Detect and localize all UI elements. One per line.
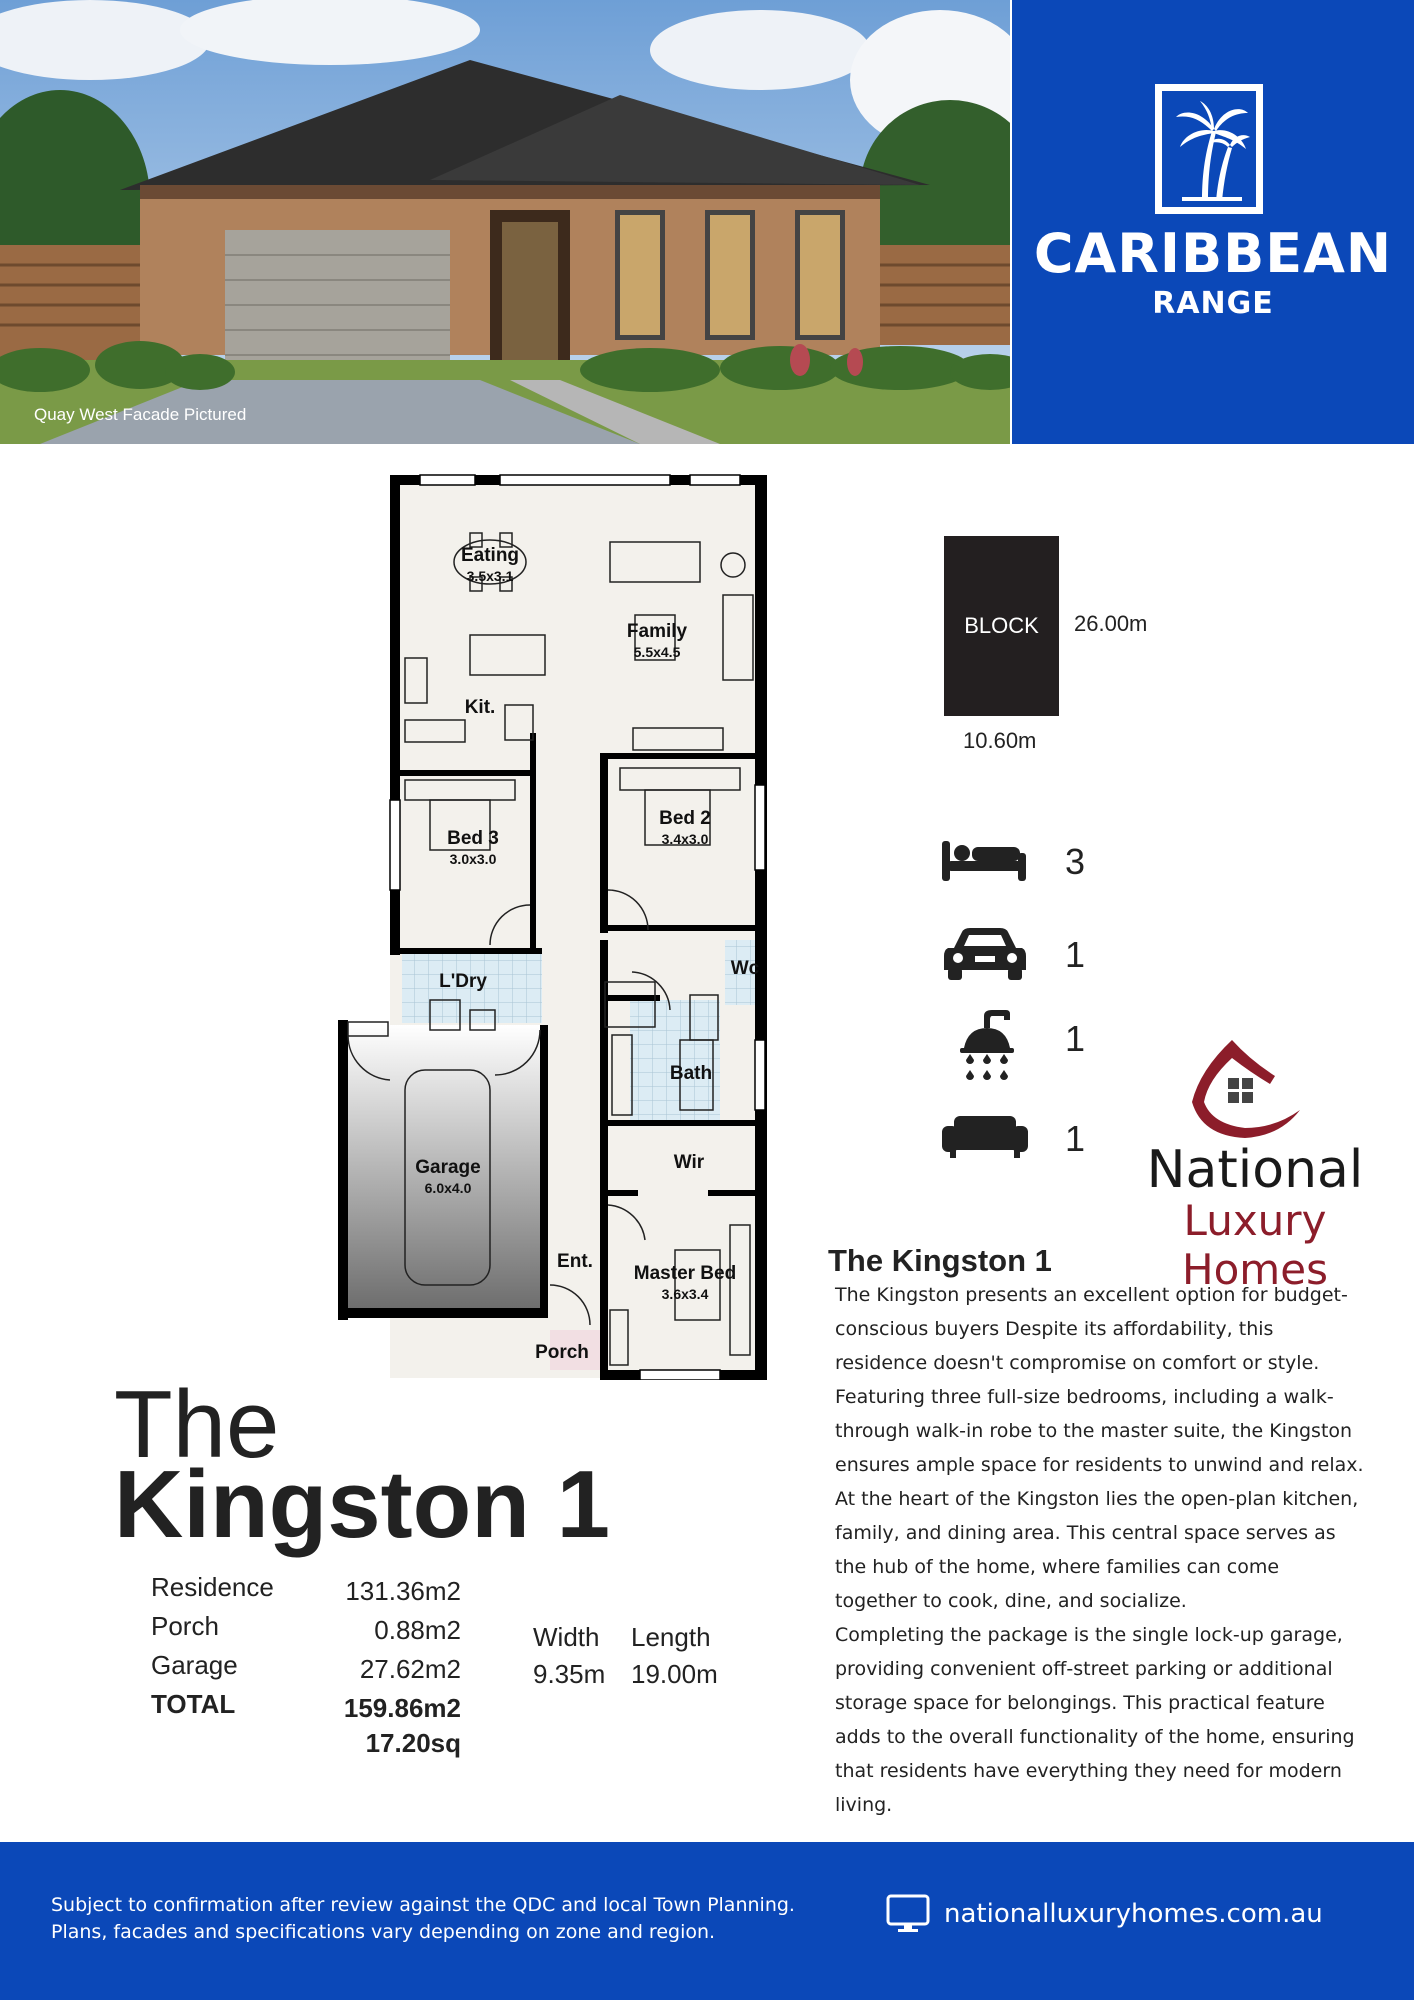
room-porch: Porch <box>535 1342 589 1363</box>
house-dimensions <box>533 1622 731 1690</box>
room-master-bed-size: 3.6x3.4 <box>661 1286 709 1302</box>
area-value: 0.88m2 <box>374 1615 461 1645</box>
range-subtitle: RANGE <box>1152 286 1274 321</box>
area-row <box>151 1572 461 1611</box>
sofa-icon <box>940 1110 1030 1160</box>
feature-garage <box>940 926 1140 986</box>
block-width: 10.60m <box>963 728 1037 753</box>
company-logo <box>1110 1040 1400 1294</box>
range-title: CARIBBEAN <box>1033 222 1393 285</box>
area-label: Residence <box>151 1572 274 1602</box>
block-depth: 26.00m <box>1074 611 1148 636</box>
room-family: Family <box>626 621 688 642</box>
room-kitchen: Kit. <box>464 697 496 718</box>
room-laundry: L'Dry <box>439 971 487 992</box>
area-total-row <box>151 1689 461 1728</box>
room-bed3: Bed 3 <box>447 828 499 849</box>
disclaimer-line: Plans, facades and specifications vary depending on zone and region. <box>51 1921 716 1943</box>
area-label: TOTAL <box>151 1689 236 1719</box>
room-entry: Ent. <box>557 1251 593 1272</box>
floor-plan <box>330 470 800 1380</box>
bed-icon <box>940 833 1030 883</box>
bedroom-count: 3 <box>1065 841 1086 882</box>
room-bed3-size: 3.0x3.0 <box>449 851 497 867</box>
area-row <box>151 1650 461 1689</box>
car-icon <box>940 926 1030 982</box>
area-value: 159.86m2 <box>343 1693 461 1723</box>
room-bath: Bath <box>669 1063 713 1084</box>
website-url[interactable]: nationalluxuryhomes.com.au <box>944 1899 1323 1929</box>
room-eating: Eating <box>460 545 520 566</box>
description-body <box>835 1278 1365 1822</box>
room-family-size: 5.5x4.5 <box>633 644 681 660</box>
room-garage: Garage <box>415 1157 481 1178</box>
description-paragraph: At the heart of the Kingston lies the open-plan kitchen, family, and dining area. This central space serves as the hub of the home, where families can come together to cook, dine, and socialize. <box>835 1488 1359 1612</box>
area-value: 27.62m2 <box>359 1654 461 1684</box>
website-link[interactable] <box>886 1892 1323 1936</box>
bathroom-count: 1 <box>1065 1018 1086 1059</box>
feature-bedrooms <box>940 833 1140 893</box>
disclaimer <box>51 1892 795 1946</box>
length-label: Length <box>631 1622 711 1652</box>
width-value: 9.35m <box>533 1659 606 1689</box>
description-paragraph: Completing the package is the single lock-up garage, providing convenient off-street parking or additional storage space for belongings. This practical feature adds to the overall functionality of the home, ensuring that residents have everything they need for modern living. <box>835 1624 1355 1816</box>
area-value: 131.36m2 <box>345 1576 461 1606</box>
company-name: National <box>1146 1140 1364 1200</box>
room-master-bed: Master Bed <box>633 1263 737 1284</box>
palm-tree-icon <box>1155 84 1263 214</box>
house-logo-icon <box>1110 1040 1400 1150</box>
facade-image <box>0 0 1010 444</box>
width-label: Width <box>533 1622 600 1652</box>
company-subname: Luxury Homes <box>1182 1196 1328 1294</box>
total-squares: 17.20sq <box>365 1728 461 1758</box>
home-title: Kingston 1 <box>114 1451 610 1558</box>
monitor-icon <box>886 1894 930 1934</box>
shower-icon <box>940 1010 1030 1090</box>
room-wir: Wir <box>673 1152 705 1173</box>
range-brand-panel <box>1012 0 1414 444</box>
facade-caption: Quay West Facade Pictured <box>34 405 247 424</box>
room-eating-size: 3.5x3.1 <box>466 568 514 584</box>
description-paragraph: The Kingston presents an excellent option for budget-conscious buyers Despite its affordability, this residence doesn't compromise on comfort or style. Featuring three full-size bedrooms, including a walk-through walk-in robe to the master suite, the Kingston ensures ample space for residents to unwind and relax. <box>835 1284 1364 1476</box>
disclaimer-line: Subject to confirmation after review against the QDC and local Town Planning. <box>51 1894 795 1916</box>
room-bed2-size: 3.4x3.0 <box>661 831 709 847</box>
room-bed2: Bed 2 <box>659 808 711 829</box>
area-row <box>151 1611 461 1650</box>
area-label: Porch <box>151 1611 219 1641</box>
living-count: 1 <box>1065 1118 1086 1159</box>
area-label: Garage <box>151 1650 238 1680</box>
area-schedule <box>151 1572 461 1767</box>
room-garage-size: 6.0x4.0 <box>424 1180 472 1196</box>
footer <box>0 1842 1414 2000</box>
room-wc: Wc <box>730 958 760 979</box>
length-value: 19.00m <box>631 1659 718 1689</box>
block-label: BLOCK <box>964 613 1039 638</box>
garage-count: 1 <box>1065 934 1086 975</box>
block-diagram <box>944 536 1059 716</box>
description-title: The Kingston 1 <box>828 1243 1052 1278</box>
home-title-prefix: The <box>114 1371 280 1478</box>
